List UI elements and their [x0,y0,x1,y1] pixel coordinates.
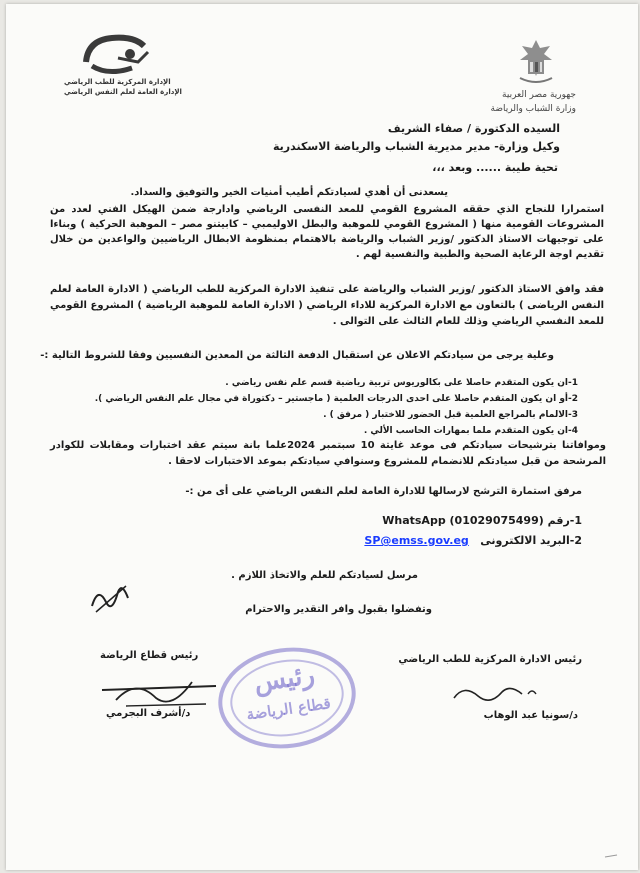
stamp-top-text: رئيس [252,660,317,699]
left-signatory-title: رئيس قطاع الرياضة [100,650,199,661]
email-contact [364,534,582,547]
condition-item: 4-ان يكون المتقدم ملما بمهارات الحاسب الألي . [363,426,578,436]
attachment-line: مرفق استمارة الترشح لارسالها للادارة العامة لعلم النفس الرياضي على أى من :- [185,486,582,497]
official-stamp-icon [212,639,363,757]
paragraph-2: فقد وافق الاستاذ الدكتور /وزير الشباب والرياضة على تنفيذ الادارة المركزية للطب الرياضي ( الادارة العامة لعلم النفس الرياضى ) بالتعاون مع الادارة المركزية للاداء الرياضي ( الادارة العامة للموهبة الرياضية ) المشروع القومي للمعد النفسي الرياضي وذلك للعام الثالث على التوالى . [50,284,604,327]
paragraph-3: وموافاتنا بترشيحات سيادتكم فى موعد غايتة 10 سبتمبر 2024علما بانة سيتم عقد اختبارات ومقابلات للكوادر المرشحة من قبل سيادتكم للانضمام للمشروع وسنوافي سيادتكم بموعد الاختبارات لاحقا . [50,440,607,467]
condition-item: 1-ان يكون المتقدم حاصلا على بكالوريوس تربية رياضية قسم علم نفس رياضي . [225,378,578,388]
sent-for-line: مرسل لسيادتكم للعلم والاتخاذ اللازم . [231,570,418,581]
email-link[interactable]: SP@emss.gov.eg [364,534,469,547]
paragraph-1: استمرارا للنجاح الذي حققه المشروع القومي للمعد النفسى الرياضي وادارجة ضمن الهيكل الفني لعدد من المشروعات القومية منها ( المشروع القومي للموهبة والبطل الاوليمبي – كابيتنو مصر – الموهبة الحركية ) وبناءا على توجيهات الاستاذ الدكتور /وزير الشباب والرياضة بالاهتمام بمنظومة الابطال الرياضيين والواعدين من خلال تقديم اوجة الرعاية الصحية والطبية والنفسية لهم . [50,204,604,260]
contact-label: 1-رقم [547,514,582,527]
right-signatory-name: د/سونيا عبد الوهاب [483,710,578,721]
left-signature-icon [96,670,226,710]
condition-item: 3-الالمام بالمراجع العلمية قبل الحضور للاختبار ( مرفق ) . [323,410,578,420]
whatsapp-number[interactable]: WhatsApp (01029075499) [382,514,544,527]
handwritten-mark-icon [86,576,136,620]
center-name-line1: الإدارة المركزية للطب الرياضي [64,78,171,86]
recipient-line1: السيده الدكتورة / صفاء الشريف [387,122,560,135]
left-signatory-name: د/أشرف البجرمي [106,708,191,719]
footer-mark-icon [604,844,618,850]
whatsapp-contact [382,514,582,527]
request-line: وعلية يرجى من سيادتكم الاعلان عن استقبال الدفعة الثالثة من المعدين النفسيين وفقا للشروط التالية :- [40,350,554,361]
ministry-name-line1: جهورية مصر العربية [502,90,576,100]
letter-page [6,4,638,870]
contact-label: 2-البريد الالكترونى [480,534,582,547]
recipient-line2: وكيل وزارة- مدير مديرية الشباب والرياضة الاسكندرية [273,140,560,153]
ministry-emblem-icon [506,36,566,88]
right-signatory-title: رئيس الادارة المركزية للطب الرياضي [398,654,582,665]
sports-medicine-logo-icon [78,32,158,82]
condition-item: 2-أو ان يكون المتقدم حاصلا على احدى الدرجات العلمية ( ماجستير – دكتوراة في مجال علم النفس الرياضي ). [94,394,578,404]
stamp-bottom-text: قطاع الرياضة [245,694,332,724]
center-name-line2: الإدارة العامة لعلم النفس الرياضي [64,88,182,96]
right-signature-icon [444,674,544,710]
greeting: تحية طيبة ...... وبعد ،،، [432,161,558,174]
closing-line: وتفضلوا بقبول وافر التقدير والاحترام [245,604,432,615]
opening-line: يسعدنى أن أهدي لسيادتكم أطيب أمنيات الخير والتوفيق والسداد. [130,187,448,198]
ministry-name-line2: وزارة الشباب والرياضة [490,104,576,114]
